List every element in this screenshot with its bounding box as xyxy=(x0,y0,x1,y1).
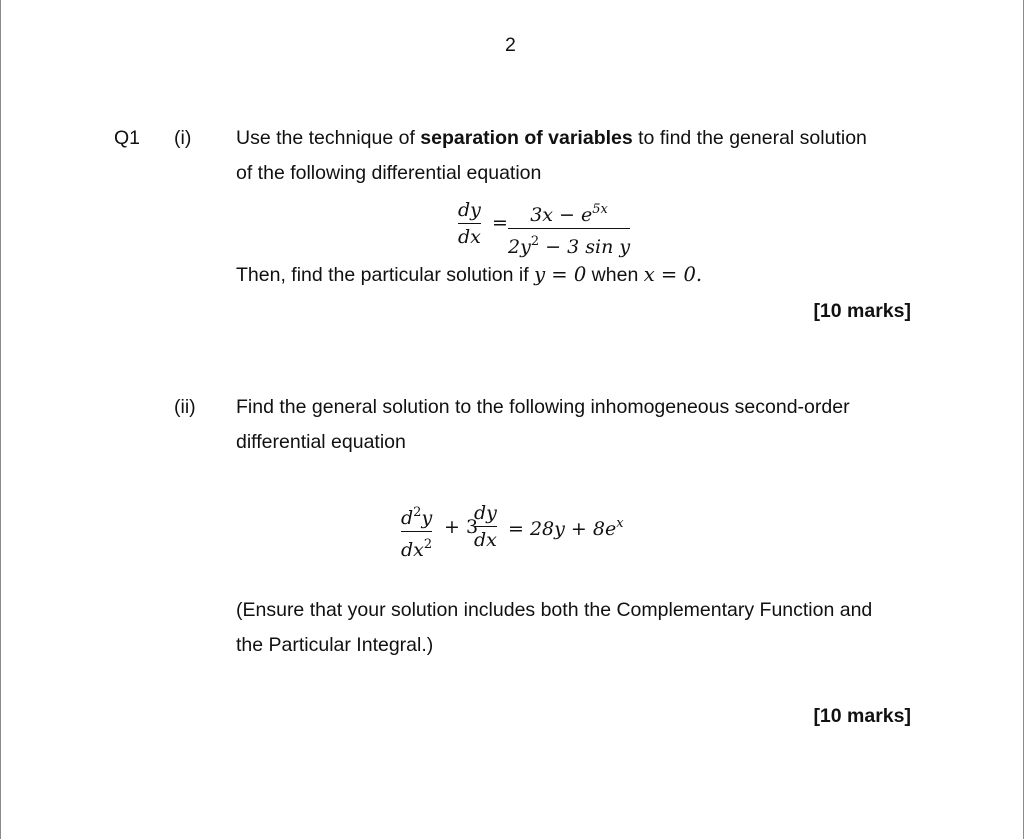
equation-i-lhs-numerator: dy xyxy=(458,199,481,221)
part-i-label: (i) xyxy=(174,127,192,149)
equation-i-rhs-num-exponent: 5x xyxy=(592,202,608,217)
part-ii-intro-line1: Find the general solution to the following inhomogeneous second-order xyxy=(236,396,850,418)
equation-i-rhs-den-exponent: 2 xyxy=(530,234,540,249)
equation-ii-term2-fraction xyxy=(474,501,497,552)
part-i-marks: [10 marks] xyxy=(813,300,911,322)
equation-ii-term1-fraction xyxy=(401,501,432,562)
then-condition-x: x = 0. xyxy=(643,263,703,286)
fraction-bar xyxy=(401,531,432,532)
term1-num-exponent: 2 xyxy=(413,505,422,520)
equation-i-rhs-denominator xyxy=(508,230,630,259)
part-i-then-line xyxy=(236,264,702,286)
equation-ii-term1-denominator xyxy=(401,533,432,562)
fraction-bar xyxy=(474,526,497,527)
intro-text-end: to find the general solution xyxy=(632,127,867,149)
equation-ii-term2-numerator: dy xyxy=(474,502,497,524)
equation-ii-rhs-exponent: x xyxy=(616,516,624,531)
question-label: Q1 xyxy=(114,127,141,149)
equation-ii-rhs xyxy=(508,516,624,540)
term1-den-exponent: 2 xyxy=(423,537,433,552)
equation-i-rhs-num-base: 3x − e xyxy=(530,204,593,226)
part-ii-note-line1: (Ensure that your solution includes both the Complementary Function and xyxy=(236,599,873,621)
equation-i-rhs-den-b: − 3 sin y xyxy=(539,236,631,258)
part-i-intro-line1 xyxy=(236,127,867,149)
intro-text-start: Use the technique of xyxy=(236,127,421,149)
equation-i-lhs-fraction xyxy=(458,198,481,249)
then-condition-y: y = 0 xyxy=(534,263,587,286)
part-i-intro-line2: of the following differential equation xyxy=(236,162,542,184)
equation-i-rhs-numerator xyxy=(530,198,608,227)
page-number: 2 xyxy=(505,34,516,56)
part-ii-intro-line2: differential equation xyxy=(236,431,406,453)
then-text-mid: when xyxy=(586,264,644,286)
part-ii-note-line2: the Particular Integral.) xyxy=(236,634,434,656)
fraction-bar xyxy=(508,228,630,229)
equation-ii-term1-numerator xyxy=(401,501,432,530)
term1-num-y: y xyxy=(421,507,433,529)
equation-i-rhs-den-a: 2y xyxy=(508,236,531,258)
fraction-bar xyxy=(458,223,481,224)
equation-i-equals: = xyxy=(492,212,508,234)
equation-ii-rhs-base: = 28y + 8e xyxy=(508,518,617,540)
then-text-start: Then, find the particular solution if xyxy=(236,264,535,286)
equation-ii-plus-three: + 3 xyxy=(444,516,479,538)
term1-num-d: d xyxy=(401,507,414,529)
part-ii-marks: [10 marks] xyxy=(813,705,911,727)
equation-i-lhs-denominator: dx xyxy=(458,226,481,248)
intro-bold-term: separation of variables xyxy=(420,127,633,149)
part-ii-label: (ii) xyxy=(174,396,196,418)
equation-i-rhs-fraction xyxy=(508,198,630,259)
term1-den-dx: dx xyxy=(401,539,424,561)
equation-ii-term2-denominator: dx xyxy=(474,529,497,551)
